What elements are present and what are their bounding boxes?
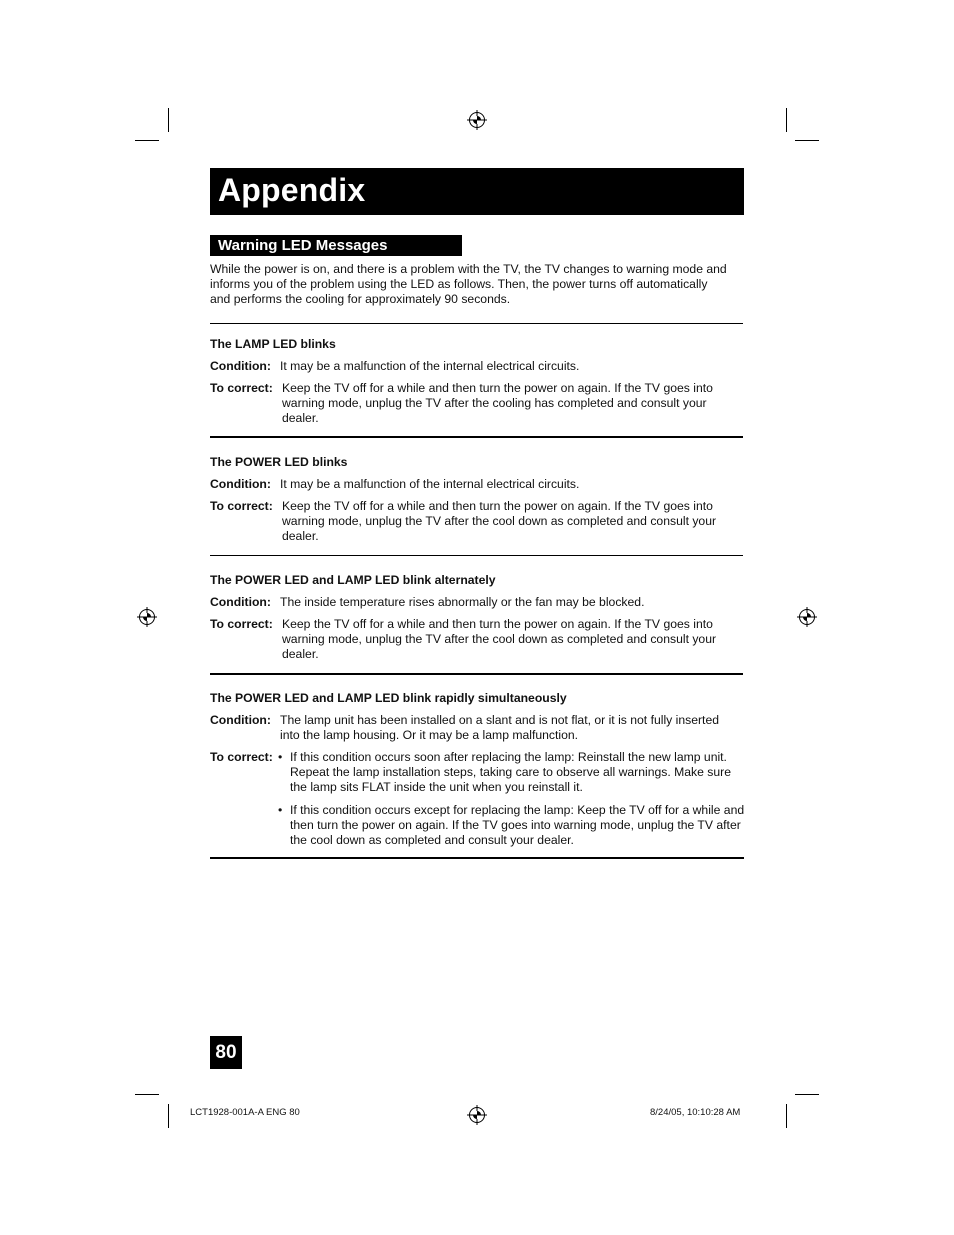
registration-mark-icon: [799, 609, 815, 625]
bullet-icon: •: [278, 750, 283, 764]
correct-label: To correct:: [210, 750, 273, 764]
page-title-bar: [210, 168, 744, 215]
divider: [210, 436, 743, 438]
footer-right: 8/24/05, 10:10:28 AM: [650, 1107, 741, 1118]
crop-mark: [135, 140, 159, 141]
page-title: Appendix: [218, 172, 366, 208]
correct-text: Keep the TV off for a while and then turn the power on again. If the TV goes into warning mode, unplug the TV after the cooling has completed and consult your dealer.: [282, 381, 713, 425]
footer-left: LCT1928-001A-A ENG 80: [190, 1107, 300, 1118]
correct-text: Keep the TV off for a while and then turn the power on again. If the TV goes into warning mode, unplug the TV after the cool down as completed and consult your dealer.: [282, 617, 717, 661]
correct-label: To correct:: [210, 617, 273, 631]
crop-mark: [168, 1104, 169, 1128]
divider: [210, 555, 743, 556]
crop-mark: [135, 1094, 159, 1095]
divider: [210, 323, 743, 324]
condition-text: It may be a malfunction of the internal electrical circuits.: [280, 359, 580, 373]
crop-mark: [795, 1094, 819, 1095]
bullet-icon: •: [278, 803, 283, 817]
crop-mark: [786, 1104, 787, 1128]
crop-mark: [795, 140, 819, 141]
crop-mark: [786, 108, 787, 132]
correct-label: To correct:: [210, 381, 273, 395]
condition-label: Condition:: [210, 713, 271, 727]
condition-text: The lamp unit has been installed on a slant and is not flat, or it is not fully inserted into the lamp housing. Or it may be a lamp malfunction.: [280, 713, 719, 742]
intro-paragraph: While the power is on, and there is a problem with the TV, the TV changes to warning mode and informs you of the problem using the LED as follows. Then, the power turns off automatically and performs the cooling for approximately 90 seconds.: [210, 262, 727, 306]
divider: [210, 857, 744, 859]
registration-mark-icon: [469, 112, 485, 128]
condition-label: Condition:: [210, 477, 271, 491]
correct-bullet-text: If this condition occurs soon after replacing the lamp: Reinstall the new lamp unit. Repeat the lamp installation steps, taking care to observe all warnings. Make sure the lamp sits FLAT inside the unit when you reinstall it.: [290, 750, 732, 794]
section-header: [210, 235, 462, 256]
condition-label: Condition:: [210, 359, 271, 373]
correct-label: To correct:: [210, 499, 273, 513]
block-heading: The POWER LED and LAMP LED blink alternately: [210, 573, 496, 587]
condition-label: Condition:: [210, 595, 271, 609]
registration-mark-icon: [139, 609, 155, 625]
condition-text: It may be a malfunction of the internal electrical circuits.: [280, 477, 580, 491]
block-heading: The LAMP LED blinks: [210, 337, 336, 351]
section-title: Warning LED Messages: [218, 237, 388, 254]
block-heading: The POWER LED blinks: [210, 455, 348, 469]
correct-bullet-text: If this condition occurs except for replacing the lamp: Keep the TV off for a while and then turn the power on again. If the TV goes into warning mode, unplug the TV after the cool down as completed and consult your dealer.: [290, 803, 745, 847]
registration-mark-icon: [469, 1107, 485, 1123]
page-number: 80: [210, 1036, 242, 1069]
crop-mark: [168, 108, 169, 132]
block-heading: The POWER LED and LAMP LED blink rapidly simultaneously: [210, 691, 567, 705]
correct-text: Keep the TV off for a while and then turn the power on again. If the TV goes into warning mode, unplug the TV after the cool down as completed and consult your dealer.: [282, 499, 717, 543]
divider: [210, 673, 743, 675]
condition-text: The inside temperature rises abnormally or the fan may be blocked.: [280, 595, 645, 609]
